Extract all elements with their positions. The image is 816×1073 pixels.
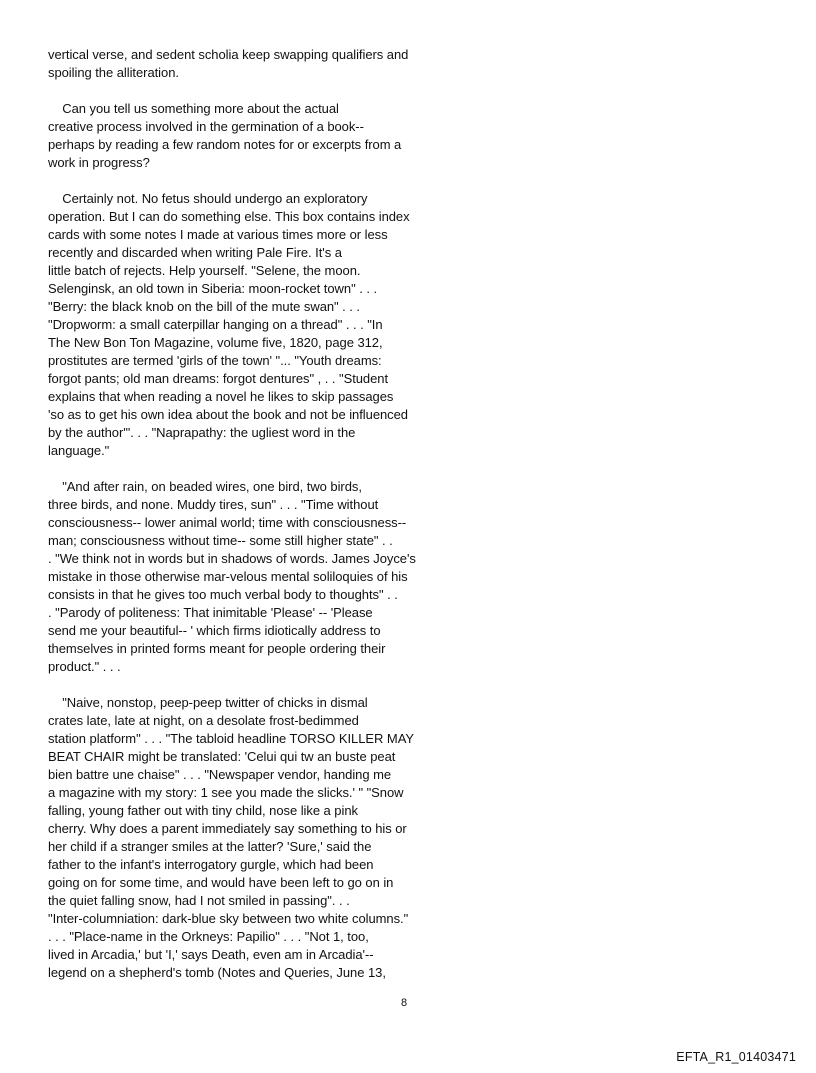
text-line: consists in that he gives too much verbal body to thoughts" . . [48, 587, 398, 602]
paragraph [48, 100, 438, 172]
text-line: explains that when reading a novel he likes to skip passages [48, 389, 394, 404]
text-line: "Dropworm: a small caterpillar hanging on a thread" . . . "In [48, 317, 383, 332]
text-line: "Berry: the black knob on the bill of the mute swan" . . . [48, 299, 360, 314]
paragraph [48, 478, 438, 676]
text-line: . . . "Place-name in the Orkneys: Papilio" . . . "Not 1, too, [48, 929, 369, 944]
text-line: crates late, late at night, on a desolate frost-bedimmed [48, 713, 359, 728]
paragraph-spacer [48, 676, 438, 694]
text-line: lived in Arcadia,' but 'I,' says Death, even am in Arcadia'-- [48, 947, 374, 962]
text-line: Can you tell us something more about the actual [48, 101, 339, 116]
paragraph-spacer [48, 460, 438, 478]
text-line: station platform" . . . "The tabloid headline TORSO KILLER MAY [48, 731, 414, 746]
text-line: "Naive, nonstop, peep-peep twitter of chicks in dismal [48, 695, 368, 710]
text-line: little batch of rejects. Help yourself. "Selene, the moon. [48, 263, 361, 278]
text-line: by the author'". . . "Naprapathy: the ugliest word in the [48, 425, 356, 440]
text-line: 'so as to get his own idea about the book and not be influenced [48, 407, 408, 422]
text-line: themselves in printed forms meant for people ordering their [48, 641, 386, 656]
text-line: language." [48, 443, 110, 458]
text-line: mistake in those otherwise mar-velous mental soliloquies of his [48, 569, 408, 584]
text-line: operation. But I can do something else. This box contains index [48, 209, 410, 224]
text-line: creative process involved in the germination of a book-- [48, 119, 364, 134]
paragraph-spacer [48, 82, 438, 100]
text-line: prostitutes are termed 'girls of the town' "... "Youth dreams: [48, 353, 382, 368]
text-line: Selenginsk, an old town in Siberia: moon-rocket town" . . . [48, 281, 378, 296]
text-line: going on for some time, and would have been left to go on in [48, 875, 394, 890]
text-line: product." . . . [48, 659, 121, 674]
document-id: EFTA_R1_01403471 [676, 1050, 796, 1064]
text-line: three birds, and none. Muddy tires, sun" . . . "Time without [48, 497, 379, 512]
text-line: BEAT CHAIR might be translated: 'Celui qui tw an buste peat [48, 749, 396, 764]
text-line: cards with some notes I made at various times more or less [48, 227, 388, 242]
paragraph [48, 46, 438, 82]
text-line: vertical verse, and sedent scholia keep swapping qualifiers and [48, 47, 409, 62]
document-body [48, 46, 438, 982]
page-number: 8 [401, 997, 408, 1009]
text-line: work in progress? [48, 155, 150, 170]
text-line: perhaps by reading a few random notes for or excerpts from a [48, 137, 402, 152]
paragraph [48, 694, 438, 982]
text-line: forgot pants; old man dreams: forgot dentures" , . . "Student [48, 371, 389, 386]
text-line: send me your beautiful-- ' which firms idiotically address to [48, 623, 381, 638]
text-line: her child if a stranger smiles at the latter? 'Sure,' said the [48, 839, 372, 854]
text-line: a magazine with my story: 1 see you made the slicks.' " "Snow [48, 785, 404, 800]
text-line: The New Bon Ton Magazine, volume five, 1820, page 312, [48, 335, 383, 350]
text-line: "And after rain, on beaded wires, one bird, two birds, [48, 479, 362, 494]
text-line: spoiling the alliteration. [48, 65, 179, 80]
text-line: "Inter-columniation: dark-blue sky between two white columns." [48, 911, 409, 926]
text-line: the quiet falling snow, had I not smiled in passing". . . [48, 893, 350, 908]
text-line: falling, young father out with tiny child, nose like a pink [48, 803, 358, 818]
text-line: Certainly not. No fetus should undergo an exploratory [48, 191, 368, 206]
paragraph [48, 190, 438, 460]
text-line: . "Parody of politeness: That inimitable 'Please' -- 'Please [48, 605, 373, 620]
text-line: cherry. Why does a parent immediately say something to his or [48, 821, 407, 836]
text-line: recently and discarded when writing Pale Fire. It's a [48, 245, 342, 260]
text-line: man; consciousness without time-- some still higher state" . . [48, 533, 393, 548]
text-line: bien battre une chaise" . . . "Newspaper vendor, handing me [48, 767, 392, 782]
text-line: legend on a shepherd's tomb (Notes and Queries, June 13, [48, 965, 386, 980]
text-line: consciousness-- lower animal world; time with consciousness-- [48, 515, 407, 530]
text-line: father to the infant's interrogatory gurgle, which had been [48, 857, 374, 872]
paragraph-spacer [48, 172, 438, 190]
text-line: . "We think not in words but in shadows of words. James Joyce's [48, 551, 416, 566]
